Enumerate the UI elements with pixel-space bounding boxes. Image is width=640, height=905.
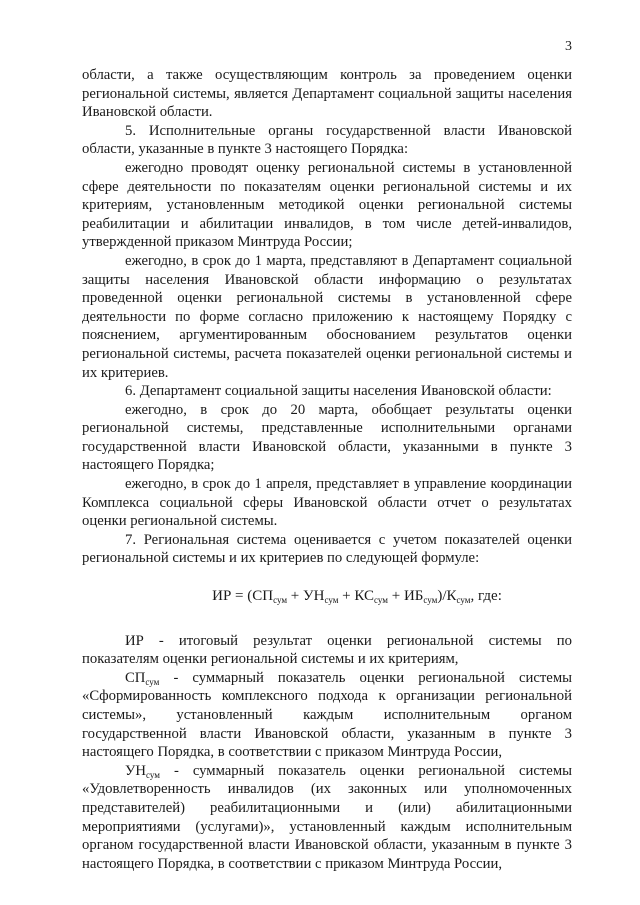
formula-tail: , где: — [470, 588, 502, 605]
formula-term-ks: КС — [354, 588, 375, 605]
definition-un — [82, 762, 572, 874]
paragraph: 5. Исполнительные органы государственной власти Ивановской области, указанные в пункте 3 настоящего Порядка: — [82, 122, 572, 158]
definition-ir — [82, 632, 572, 669]
formula-term-k: К — [446, 588, 457, 605]
definition-subscript: сум — [146, 769, 160, 780]
paragraph: ежегодно, в срок до 1 апреля, представляет в управление координации Комплекса социальной сферы Ивановской области отчет о результатах оценки региональной системы. — [82, 476, 572, 530]
paragraph: 7. Региональная система оценивается с учетом показателей оценки региональной системы и их критериев по следующей формуле: — [82, 531, 572, 567]
paragraph: области, а также осуществляющим контроль за проведением оценки региональной системы, является Департамент социальной защиты населения Ивановской области. — [82, 67, 572, 121]
formula-subscript: сум — [456, 595, 471, 606]
formula-operator: + — [287, 588, 304, 605]
formula-subscript: сум — [324, 595, 339, 606]
definition-text: - суммарный показатель оценки региональной системы «Удовлетворенность инвалидов (их законных или уполномоченных представителей) реабилитационными и (или) абилитационными мероприятиями (услугами)», установленный каждым исполнительным органом государственной власти Ивановской области, указанным в пункте 3 настоящего Порядка, в соответствии с приказом Минтруда России, — [82, 762, 572, 872]
formula-subscript: сум — [374, 595, 388, 606]
page-number: 3 — [565, 39, 572, 54]
formula-lhs: ИР = ( — [212, 588, 253, 605]
formula — [142, 587, 572, 606]
document-body — [82, 66, 572, 873]
formula-subscript: сум — [273, 595, 288, 606]
formula-close: )/ — [437, 588, 447, 605]
formula-term-sp: СП — [252, 588, 274, 605]
definition-symbol: СП — [125, 669, 146, 686]
definition-text: - суммарный показатель оценки региональной системы «Сформированность комплексного подхода к организации региональной системы», установленный каждым исполнительным органом государственной власти Ивановской области, указанным в пункте 3 настоящего Порядка, в соответствии с приказом Минтруда России, — [82, 669, 572, 761]
definition-sp — [82, 669, 572, 762]
paragraph: 6. Департамент социальной защиты населения Ивановской области: — [125, 383, 552, 400]
definition-text: ИР - итоговый результат оценки региональной системы по показателям оценки региональной системы и их критериям, — [82, 632, 572, 668]
formula-subscript: сум — [423, 595, 438, 606]
definition-symbol: УН — [125, 762, 147, 779]
formula-term-ib: ИБ — [403, 588, 424, 605]
formula-term-un: УН — [303, 588, 325, 605]
paragraph: ежегодно проводят оценку региональной системы в установленной сфере деятельности по показателям оценки региональной системы и их критериям, установленным методикой оценки региональной системы реабилитации и абилитации инвалидов, в том числе детей-инвалидов, утвержденной приказом Минтруда России; — [82, 159, 572, 251]
formula-operator: + — [387, 588, 404, 605]
definition-subscript: сум — [145, 676, 160, 687]
paragraph: ежегодно, в срок до 20 марта, обобщает результаты оценки региональной системы, представленные исполнительными органами государственной власти Ивановской области, указанными в пункте 3 настоящего Порядка; — [82, 401, 572, 474]
paragraph: ежегодно, в срок до 1 марта, представляют в Департамент социальной защиты населения Ивановской области информацию о результатах проведенной оценки региональной системы в установленной сфере деятельности по форме согласно приложению к настоящему Порядку с пояснением, аргументированным обоснованием результатов оценки региональной системы, расчета показателей оценки региональной системы и их критериев. — [82, 252, 572, 381]
formula-operator: + — [338, 588, 355, 605]
